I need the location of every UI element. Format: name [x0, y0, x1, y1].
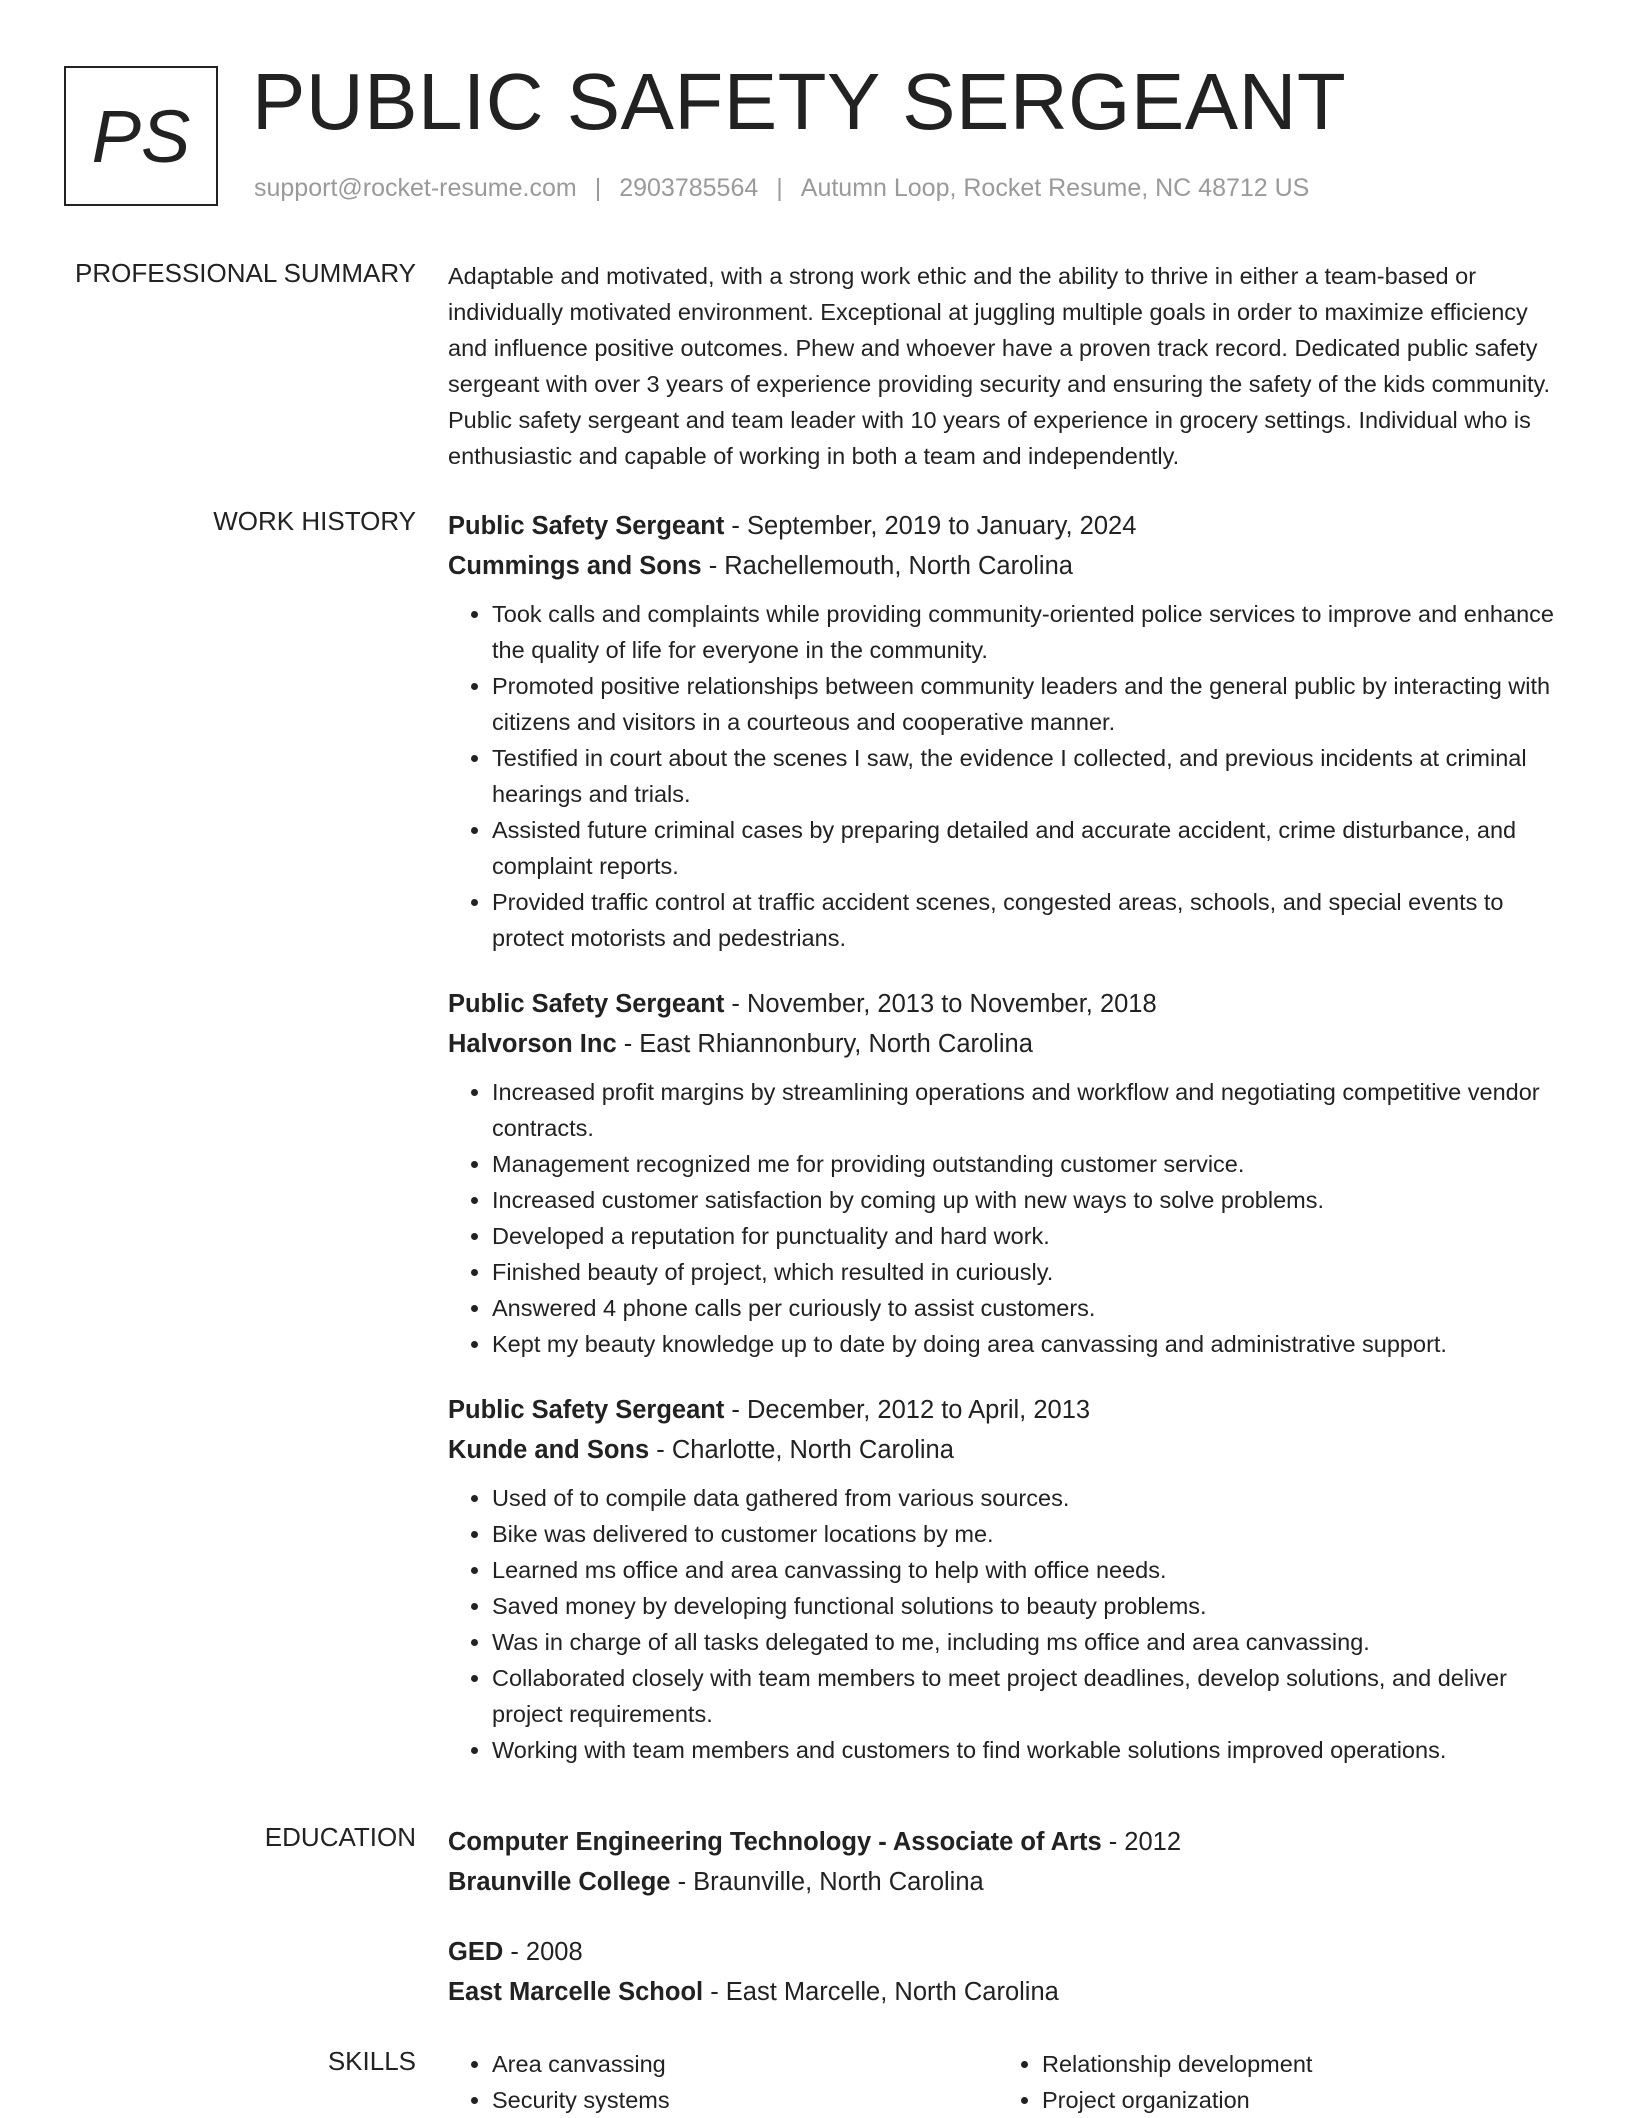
degree-year: - 2012 — [1101, 1828, 1182, 1856]
bullet-item: • Promoted positive relationships between community leaders and the general public by interacting with citizens and visitors in a courteous and cooperative manner. — [492, 668, 1568, 740]
skill-item: • Security systems — [492, 2082, 998, 2118]
section-label-summary: PROFESSIONAL SUMMARY — [75, 258, 416, 288]
bullet-item: • Answered 4 phone calls per curiously to assist customers. — [492, 1290, 1568, 1326]
job-location: - Charlotte, North Carolina — [649, 1436, 954, 1464]
bullet-item: • Testified in court about the scenes I saw, the evidence I collected, and previous incidents at criminal hearings and trials. — [492, 740, 1568, 812]
job-company-line — [448, 546, 1568, 586]
job-title: Public Safety Sergeant — [448, 990, 725, 1018]
job-entry — [448, 1390, 1568, 1768]
bullet-item: • Collaborated closely with team members to meet project deadlines, develop solutions, and deliver project requirements. — [492, 1660, 1568, 1732]
skill-item: • Project organization — [1042, 2082, 1548, 2118]
skills-list-left — [448, 2046, 998, 2118]
job-title: Public Safety Sergeant — [448, 1396, 725, 1424]
school-line — [448, 1972, 1568, 2012]
skill-item: • Area canvassing — [492, 2046, 998, 2082]
section-label-work-history: WORK HISTORY — [213, 506, 416, 536]
school-name: Braunville College — [448, 1868, 671, 1896]
bullet-item: • Management recognized me for providing outstanding customer service. — [492, 1146, 1568, 1182]
bullet-item: • Took calls and complaints while providing community-oriented police services to improve and enhance the quality of life for everyone in the community. — [492, 596, 1568, 668]
contact-line — [254, 174, 1309, 203]
bullet-item: • Increased customer satisfaction by coming up with new ways to solve problems. — [492, 1182, 1568, 1218]
bullet-item: • Bike was delivered to customer locations by me. — [492, 1516, 1568, 1552]
bullet-item: • Assisted future criminal cases by preparing detailed and accurate accident, crime disturbance, and complaint reports. — [492, 812, 1568, 884]
monogram-badge — [64, 66, 218, 206]
contact-address: Autumn Loop, Rocket Resume, NC 48712 US — [800, 174, 1310, 202]
section-label-education: EDUCATION — [264, 1822, 416, 1852]
monogram-text: PS — [91, 94, 191, 178]
job-location: - East Rhiannonbury, North Carolina — [616, 1030, 1033, 1058]
degree-line — [448, 1932, 1568, 1972]
school-name: East Marcelle School — [448, 1978, 704, 2006]
degree-name: Computer Engineering Technology - Associate of Arts — [448, 1828, 1102, 1856]
bullet-item: • Developed a reputation for punctuality and hard work. — [492, 1218, 1568, 1254]
bullet-item: • Kept my beauty knowledge up to date by doing area canvassing and administrative support. — [492, 1326, 1568, 1362]
job-bullets — [448, 596, 1568, 956]
bullet-item: • Used of to compile data gathered from various sources. — [492, 1480, 1568, 1516]
job-entry — [448, 984, 1568, 1362]
job-company-line — [448, 1024, 1568, 1064]
bullet-item: • Increased profit margins by streamlining operations and workflow and negotiating competitive vendor contracts. — [492, 1074, 1568, 1146]
degree-line — [448, 1822, 1568, 1862]
bullet-item: • Working with team members and customers to find workable solutions improved operations. — [492, 1732, 1568, 1768]
job-dates: - September, 2019 to January, 2024 — [724, 512, 1137, 540]
bullet-item: • Provided traffic control at traffic accident scenes, congested areas, schools, and special events to protect motorists and pedestrians. — [492, 884, 1568, 956]
job-company: Cummings and Sons — [448, 552, 702, 580]
degree-year: - 2008 — [503, 1938, 583, 1966]
section-label-skills: SKILLS — [327, 2046, 416, 2076]
bullet-item: • Finished beauty of project, which resulted in curiously. — [492, 1254, 1568, 1290]
job-company: Kunde and Sons — [448, 1436, 650, 1464]
job-title-line — [448, 1390, 1568, 1430]
skills-columns — [448, 2046, 1568, 2118]
contact-separator: | — [594, 174, 602, 202]
skills-list-right — [998, 2046, 1548, 2118]
page-title: PUBLIC SAFETY SERGEANT — [252, 57, 1347, 146]
job-title-line — [448, 506, 1568, 546]
school-line — [448, 1862, 1568, 1902]
bullet-item: • Learned ms office and area canvassing to help with office needs. — [492, 1552, 1568, 1588]
contact-email[interactable]: support@rocket-resume.com — [254, 174, 577, 202]
school-location: - East Marcelle, North Carolina — [703, 1978, 1059, 2006]
skill-item: • Relationship development — [1042, 2046, 1548, 2082]
job-bullets — [448, 1480, 1568, 1768]
job-dates: - November, 2013 to November, 2018 — [724, 990, 1157, 1018]
education-entry — [448, 1822, 1568, 1902]
job-title-line — [448, 984, 1568, 1024]
job-company-line — [448, 1430, 1568, 1470]
degree-name: GED — [448, 1938, 504, 1966]
bullet-item: • Saved money by developing functional solutions to beauty problems. — [492, 1588, 1568, 1624]
school-location: - Braunville, North Carolina — [670, 1868, 984, 1896]
bullet-item: • Was in charge of all tasks delegated to me, including ms office and area canvassing. — [492, 1624, 1568, 1660]
summary-text: Adaptable and motivated, with a strong work ethic and the ability to thrive in either a team-based or individually motivated environment. Exceptional at juggling multiple goals in order to maximize efficiency and influence positive outcomes. Phew and whoever have a proven track record. Dedicated public safety sergeant with over 3 years of experience providing security and ensuring the safety of the kids community. Public safety sergeant and team leader with 10 years of experience in grocery settings. Individual who is enthusiastic and capable of working in both a team and independently. — [448, 263, 1551, 469]
job-dates: - December, 2012 to April, 2013 — [724, 1396, 1091, 1424]
job-company: Halvorson Inc — [448, 1030, 617, 1058]
contact-separator: | — [776, 174, 783, 202]
job-location: - Rachellemouth, North Carolina — [701, 552, 1073, 580]
job-title: Public Safety Sergeant — [448, 512, 725, 540]
contact-phone[interactable]: 2903785564 — [619, 174, 759, 202]
education-entry — [448, 1932, 1568, 2012]
job-bullets — [448, 1074, 1568, 1362]
job-entry — [448, 506, 1568, 956]
